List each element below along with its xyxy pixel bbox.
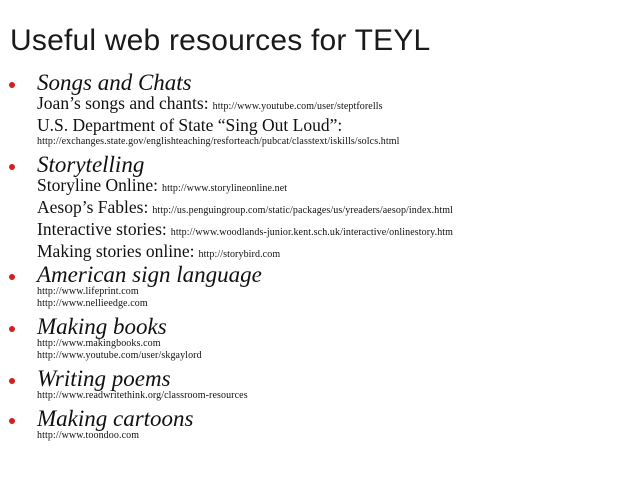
section-heading: Making books: [37, 314, 167, 339]
resource-item: [37, 94, 640, 116]
resource-link[interactable]: http://www.makingbooks.com: [37, 338, 161, 349]
resource-link[interactable]: http://www.readwritethink.org/classroom-resources: [37, 390, 248, 401]
resource-item: [37, 242, 640, 264]
resource-label: Aesop’s Fables:: [37, 197, 149, 217]
resource-item: [37, 176, 640, 198]
resource-label: Joan’s songs and chants:: [37, 93, 209, 113]
section-storytelling: [0, 154, 640, 264]
section-american-sign-language: [0, 264, 640, 316]
resource-item: [37, 116, 640, 136]
resource-list: [0, 72, 640, 448]
resource-link[interactable]: http://www.youtube.com/user/skgaylord: [37, 350, 202, 361]
resource-link[interactable]: http://www.storylineonline.net: [162, 183, 288, 194]
resource-link[interactable]: http://www.toondoo.com: [37, 430, 140, 441]
resource-label: Storyline Online:: [37, 175, 159, 195]
resource-link[interactable]: http://storybird.com: [198, 249, 281, 260]
bullet-icon: [9, 82, 15, 88]
resource-link[interactable]: http://www.lifeprint.com: [37, 286, 139, 297]
section-heading: Making cartoons: [37, 406, 194, 431]
resource-label: Interactive stories:: [37, 219, 167, 239]
resource-link[interactable]: http://www.youtube.com/user/steptforells: [212, 101, 383, 112]
bullet-icon: [9, 378, 15, 384]
section-songs-and-chats: [0, 72, 640, 154]
section-making-books: [0, 316, 640, 368]
resource-link[interactable]: http://exchanges.state.gov/englishteaching/resforteach/pubcat/classtext/iskills/solcs.html: [37, 136, 400, 147]
section-heading: Storytelling: [37, 152, 145, 177]
section-heading: American sign language: [37, 262, 262, 287]
resource-label: Making stories online:: [37, 241, 195, 261]
bullet-icon: [9, 164, 15, 170]
section-heading: Writing poems: [37, 366, 171, 391]
resource-link[interactable]: http://us.penguingroup.com/static/packages/us/yreaders/aesop/index.html: [152, 205, 453, 216]
bullet-icon: [9, 418, 15, 424]
slide-title: Useful web resources for TEYL: [10, 24, 431, 57]
resource-item: [37, 220, 640, 242]
resource-link[interactable]: http://www.nellieedge.com: [37, 298, 148, 309]
section-writing-poems: [0, 368, 640, 408]
section-heading: Songs and Chats: [37, 70, 192, 95]
resource-link[interactable]: http://www.woodlands-junior.kent.sch.uk/interactive/onlinestory.htm: [170, 227, 454, 238]
bullet-icon: [9, 274, 15, 280]
bullet-icon: [9, 326, 15, 332]
section-making-cartoons: [0, 408, 640, 448]
resource-label: U.S. Department of State “Sing Out Loud”:: [37, 115, 343, 135]
resource-item: [37, 198, 640, 220]
